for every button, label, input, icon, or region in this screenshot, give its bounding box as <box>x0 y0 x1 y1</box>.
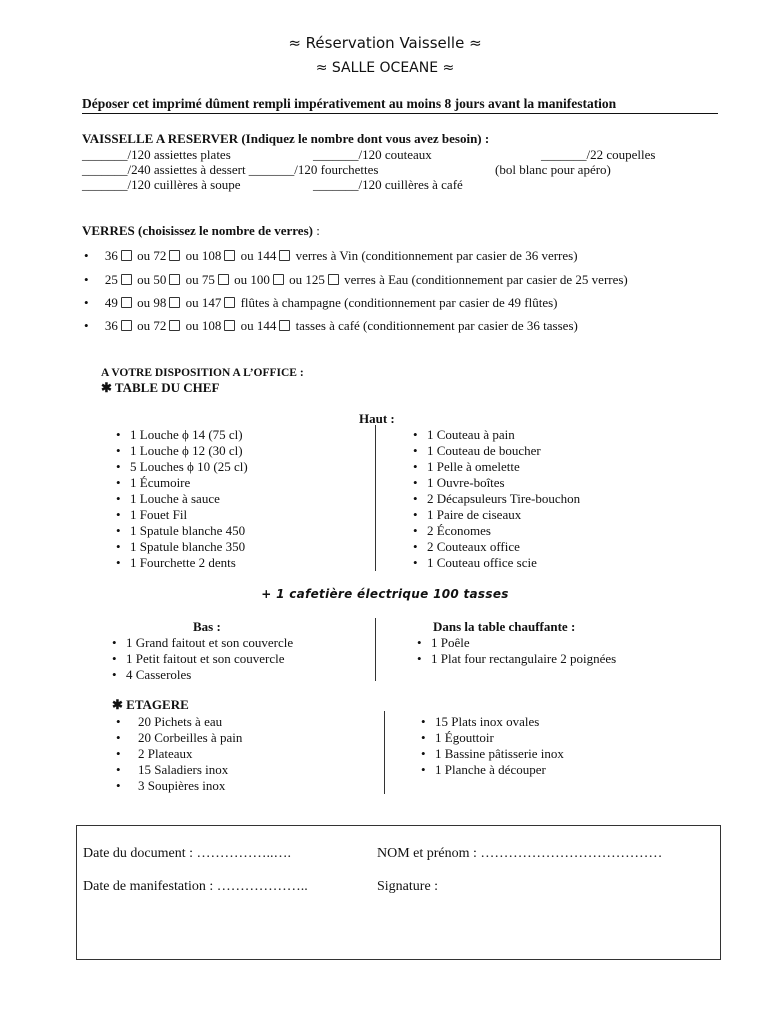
checkbox[interactable] <box>279 250 290 261</box>
list-item: • 1 Louche ϕ 12 (30 cl) <box>116 443 248 459</box>
bullet: • <box>84 272 89 287</box>
list-item: • 5 Louches ϕ 10 (25 cl) <box>116 459 248 475</box>
list-item: • 1 Plat four rectangulaire 2 poignées <box>417 651 616 667</box>
verres-row-tasses: • 36 ou 72 ou 108 ou 144 tasses à café (conditionnement par casier de 36 tasses) <box>84 318 578 333</box>
haut-left-list <box>116 427 248 571</box>
bas-list <box>112 635 293 683</box>
checkbox[interactable] <box>224 297 235 308</box>
list-item: • 1 Couteau office scie <box>413 555 580 571</box>
notice-underline <box>82 113 718 114</box>
haut-right-list <box>413 427 580 571</box>
checkbox[interactable] <box>328 274 339 285</box>
list-item: • 1 Écumoire <box>116 475 248 491</box>
list-item: • 1 Poêle <box>417 635 616 651</box>
list-item: • 1 Couteau à pain <box>413 427 580 443</box>
list-item: • 1 Fourchette 2 dents <box>116 555 248 571</box>
list-item: • 2 Couteaux office <box>413 539 580 555</box>
vaisselle-dessert-fourchettes[interactable]: _______/240 assiettes à dessert _______/120 fourchettes <box>82 162 379 177</box>
vaisselle-cuilleres-cafe[interactable]: _______/120 cuillères à café <box>313 177 463 192</box>
bullet: • <box>84 318 89 333</box>
checkbox[interactable] <box>169 297 180 308</box>
table-chef-heading: ✱ TABLE DU CHEF <box>101 380 220 395</box>
column-divider <box>384 711 385 794</box>
nom-prenom-field[interactable]: NOM et prénom : ………………………………… <box>377 846 663 861</box>
list-item: • 2 Décapsuleurs Tire-bouchon <box>413 491 580 507</box>
page-subtitle: ≈ SALLE OCEANE ≈ <box>315 60 455 76</box>
checkbox[interactable] <box>279 320 290 331</box>
vaisselle-heading: VAISSELLE A RESERVER (Indiquez le nombre dont vous avez besoin) : <box>82 131 490 146</box>
signature-field[interactable]: Signature : <box>377 879 439 894</box>
cafetiere-note: + 1 cafetière électrique 100 tasses <box>261 587 509 601</box>
vaisselle-cuilleres-soupe[interactable]: _______/120 cuillères à soupe <box>82 177 241 192</box>
checkbox[interactable] <box>169 250 180 261</box>
checkbox[interactable] <box>169 320 180 331</box>
etagere-heading: ✱ ETAGERE <box>112 697 189 712</box>
list-item: • 20 Pichets à eau <box>116 714 242 730</box>
list-item: • 1 Grand faitout et son couvercle <box>112 635 293 651</box>
etagere-left-list <box>116 714 242 794</box>
checkbox[interactable] <box>169 274 180 285</box>
checkbox[interactable] <box>121 274 132 285</box>
chauffante-list <box>417 635 616 667</box>
verres-row-vin: • 36 ou 72 ou 108 ou 144 verres à Vin (conditionnement par casier de 36 verres) <box>84 248 578 263</box>
list-item: • 1 Ouvre-boîtes <box>413 475 580 491</box>
bullet: • <box>84 295 89 310</box>
etagere-right-list <box>421 714 564 778</box>
vaisselle-assiettes-plates[interactable]: _______/120 assiettes plates <box>82 147 231 162</box>
verres-row-flutes: • 49 ou 98 ou 147 flûtes à champagne (conditionnement par casier de 49 flûtes) <box>84 295 558 310</box>
vaisselle-bol-note: (bol blanc pour apéro) <box>495 162 611 177</box>
date-document-field[interactable]: Date du document : ……………..…. <box>83 846 292 861</box>
list-item: • 4 Casseroles <box>112 667 293 683</box>
checkbox[interactable] <box>218 274 229 285</box>
notice-text: Déposer cet imprimé dûment rempli impérativement au moins 8 jours avant la manifestation <box>82 96 617 111</box>
vaisselle-couteaux[interactable]: _______/120 couteaux <box>313 147 432 162</box>
list-item: • 1 Pelle à omelette <box>413 459 580 475</box>
list-item: • 1 Bassine pâtisserie inox <box>421 746 564 762</box>
page-title: ≈ Réservation Vaisselle ≈ <box>288 34 482 52</box>
checkbox[interactable] <box>273 274 284 285</box>
list-item: • 1 Couteau de boucher <box>413 443 580 459</box>
date-manifestation-field[interactable]: Date de manifestation : ……………….. <box>83 879 308 894</box>
list-item: • 20 Corbeilles à pain <box>116 730 242 746</box>
checkbox[interactable] <box>121 320 132 331</box>
verres-row-eau: • 25 ou 50 ou 75 ou 100 ou 125 verres à Eau (conditionnement par casier de 25 verres) <box>84 272 628 287</box>
bas-label: Bas : <box>193 619 221 634</box>
list-item: • 1 Spatule blanche 450 <box>116 523 248 539</box>
list-item: • 1 Petit faitout et son couvercle <box>112 651 293 667</box>
list-item: • 1 Paire de ciseaux <box>413 507 580 523</box>
bullet: • <box>84 248 89 263</box>
haut-label: Haut : <box>359 411 395 426</box>
list-item: • 15 Plats inox ovales <box>421 714 564 730</box>
checkbox[interactable] <box>224 320 235 331</box>
verres-heading: VERRES (choisissez le nombre de verres) : <box>82 223 320 238</box>
list-item: • 2 Plateaux <box>116 746 242 762</box>
column-divider <box>375 618 376 681</box>
list-item: • 3 Soupières inox <box>116 778 242 794</box>
checkbox[interactable] <box>121 297 132 308</box>
vaisselle-coupelles[interactable]: _______/22 coupelles <box>541 147 656 162</box>
list-item: • 15 Saladiers inox <box>116 762 242 778</box>
list-item: • 1 Louche à sauce <box>116 491 248 507</box>
office-heading: A VOTRE DISPOSITION A L’OFFICE : <box>101 367 304 379</box>
list-item: • 1 Fouet Fil <box>116 507 248 523</box>
column-divider <box>375 425 376 571</box>
list-item: • 1 Égouttoir <box>421 730 564 746</box>
checkbox[interactable] <box>121 250 132 261</box>
checkbox[interactable] <box>224 250 235 261</box>
list-item: • 1 Louche ϕ 14 (75 cl) <box>116 427 248 443</box>
chauffante-label: Dans la table chauffante : <box>433 619 576 634</box>
list-item: • 2 Économes <box>413 523 580 539</box>
list-item: • 1 Planche à découper <box>421 762 564 778</box>
list-item: • 1 Spatule blanche 350 <box>116 539 248 555</box>
